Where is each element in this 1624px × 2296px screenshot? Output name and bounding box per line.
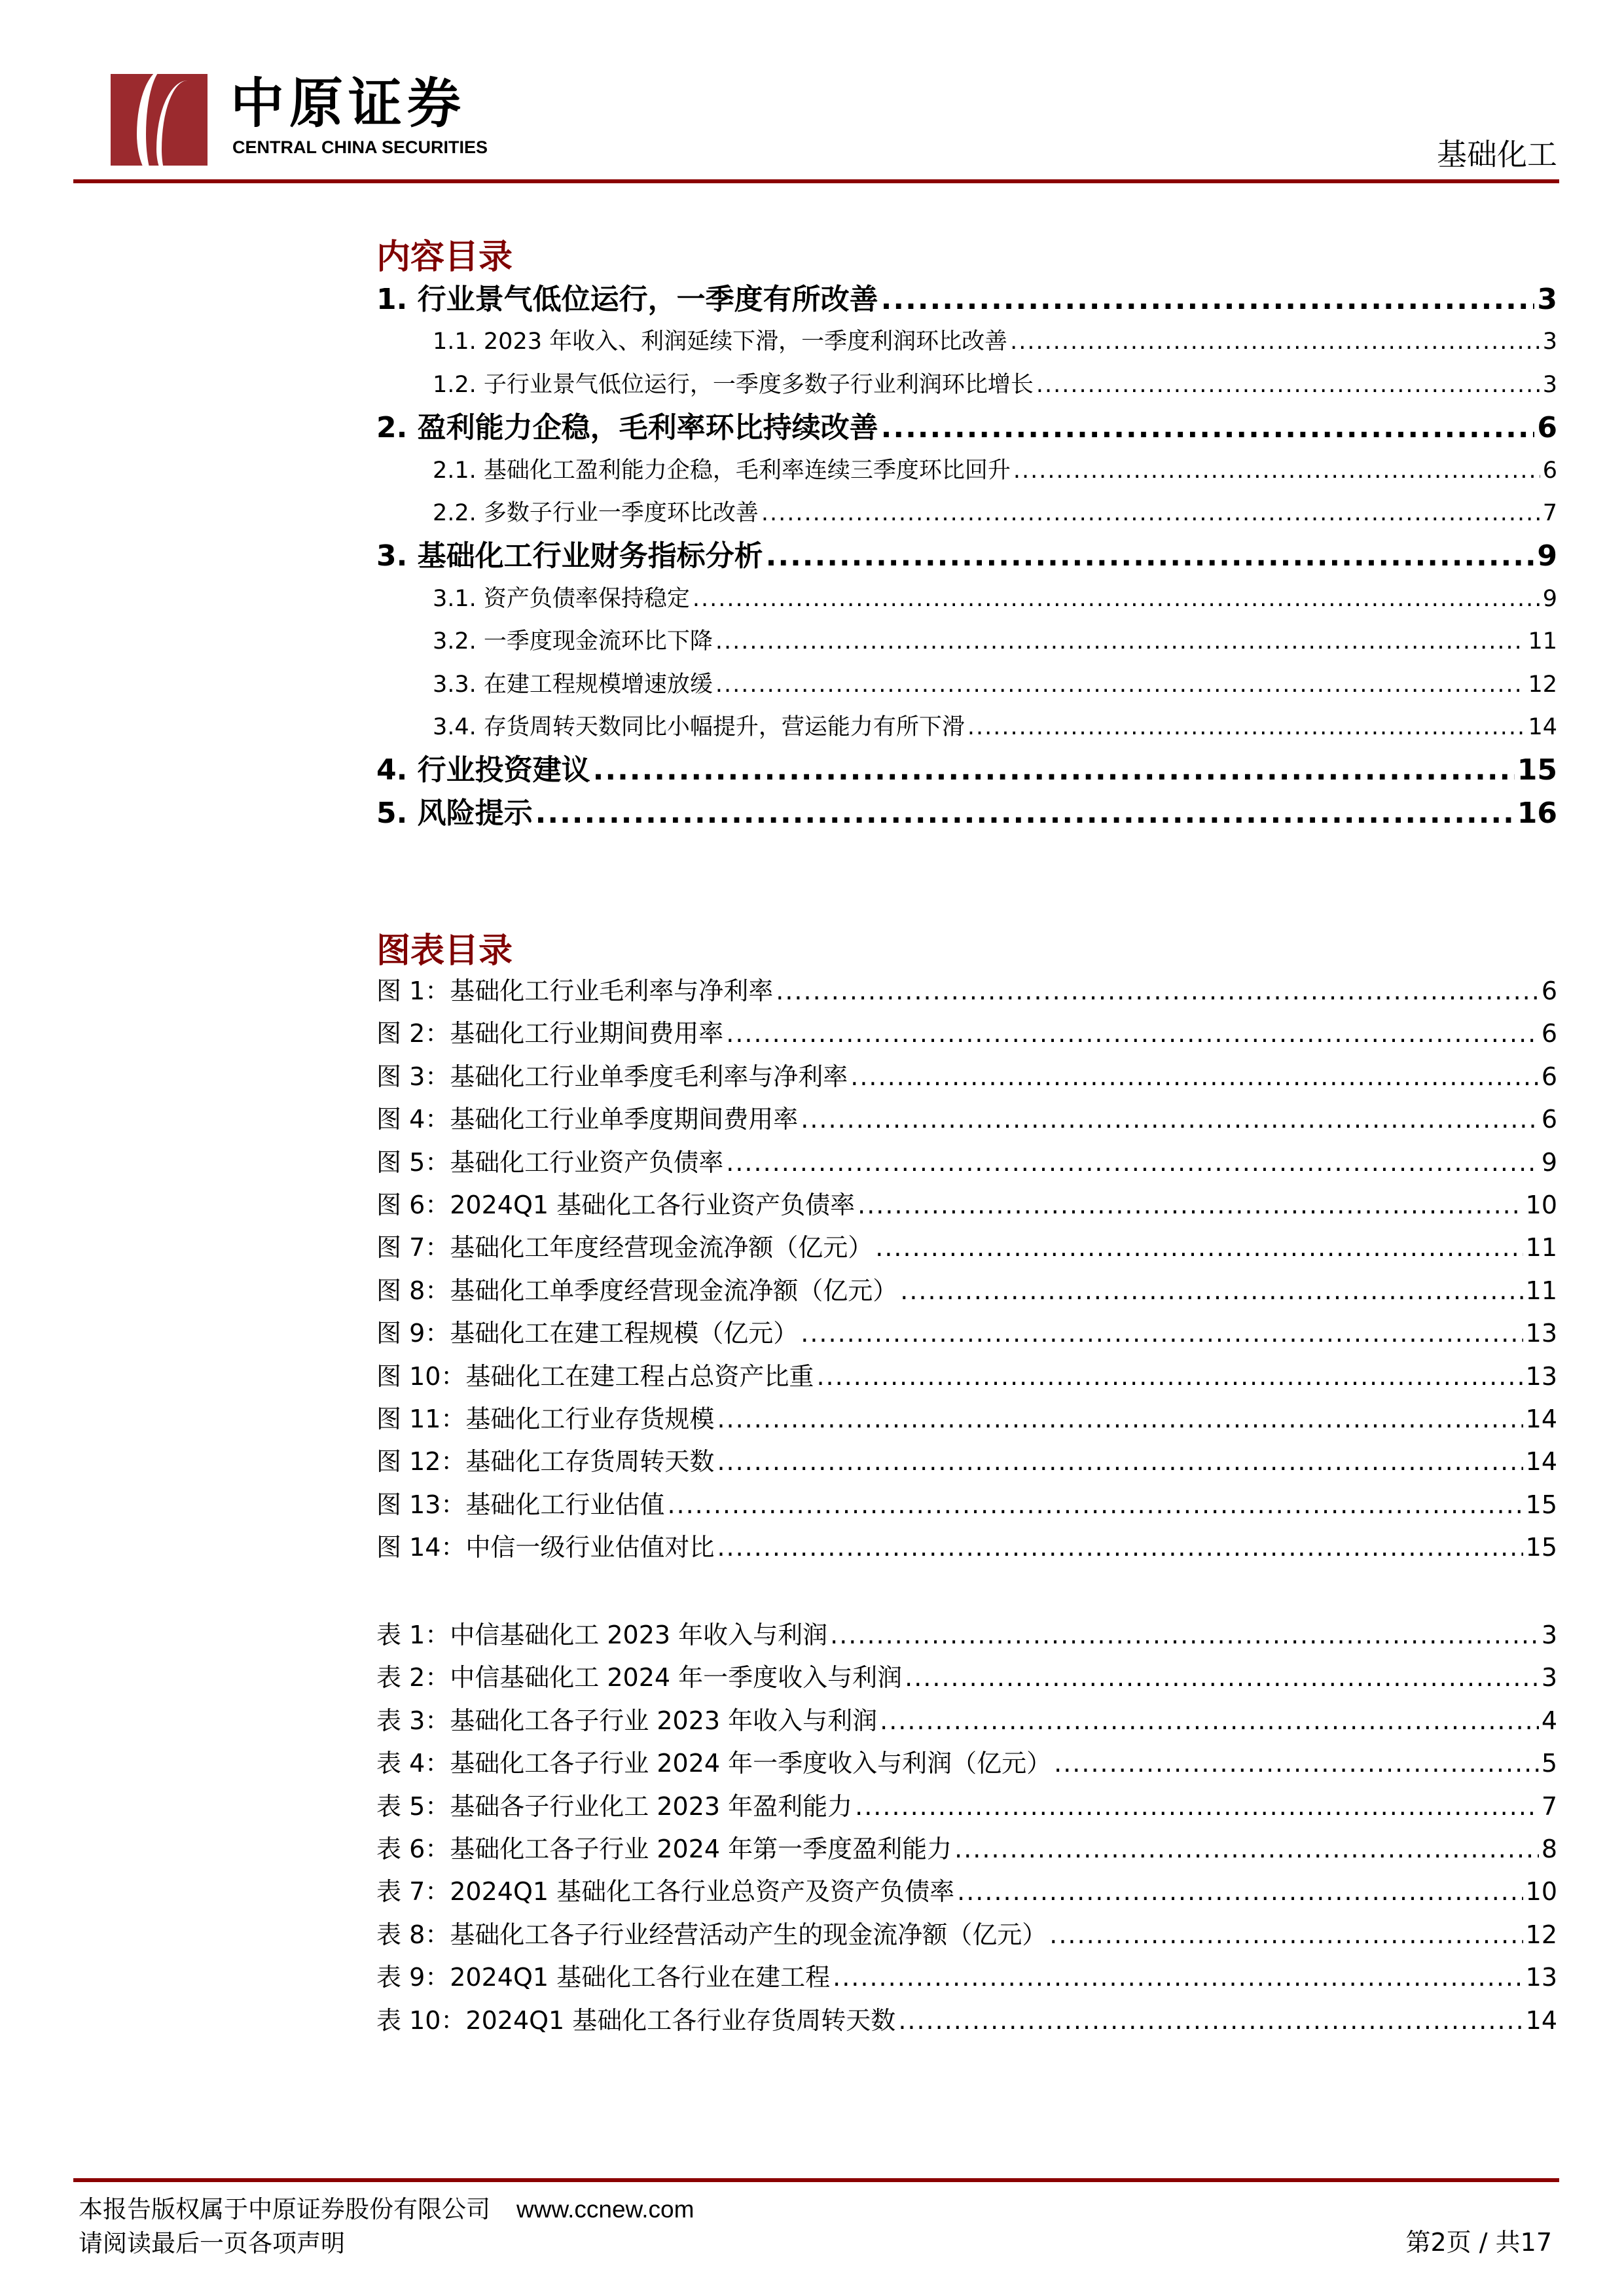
- dot-leader: [1010, 321, 1540, 363]
- dot-leader: [1049, 1914, 1523, 1956]
- toc-entry[interactable]: [376, 1914, 1557, 1956]
- entry-label: 图 5：基础化工行业资产负债率: [376, 1147, 724, 1177]
- entry-label: 2. 盈利能力企稳，毛利率环比持续改善: [376, 411, 878, 445]
- entry-label: 图 12：基础化工存货周转天数: [376, 1447, 715, 1477]
- dot-leader: [857, 1184, 1523, 1227]
- entry-label: 表 8：基础化工各子行业经营活动产生的现金流净额（亿元）: [376, 1920, 1047, 1949]
- entry-label: 表 6：基础化工各子行业 2024 年第一季度盈利能力: [376, 1834, 952, 1863]
- toc-entry[interactable]: [376, 1956, 1557, 1999]
- toc-entry[interactable]: [376, 1700, 1557, 1742]
- page-number: 第2页 / 共17: [1405, 2228, 1552, 2257]
- entry-label: 图 4：基础化工行业单季度期间费用率: [376, 1105, 799, 1134]
- toc-entry[interactable]: [376, 1227, 1557, 1269]
- entry-page: 6: [1541, 977, 1557, 1005]
- entry-page: 15: [1525, 1533, 1557, 1562]
- entry-label: 3.1. 资产负债率保持稳定: [433, 585, 690, 612]
- entry-page: 10: [1525, 1190, 1557, 1219]
- dot-leader: [1054, 1742, 1539, 1785]
- entry-page: 3: [1542, 329, 1557, 355]
- entry-label: 图 1：基础化工行业毛利率与净利率: [376, 977, 774, 1005]
- entry-page: 11: [1525, 1276, 1557, 1305]
- toc-entry[interactable]: [376, 792, 1557, 834]
- entry-label: 5. 风险提示: [376, 796, 533, 830]
- tables-list: [376, 1614, 1557, 2042]
- entry-page: 9: [1541, 1147, 1557, 1177]
- entry-page: 13: [1525, 1319, 1557, 1348]
- entry-label: 表 7：2024Q1 基础化工各行业总资产及资产负债率: [376, 1877, 955, 1907]
- toc-entry[interactable]: [376, 406, 1557, 449]
- toc-entry[interactable]: [376, 1785, 1557, 1828]
- entry-label: 1.2. 子行业景气低位运行，一季度多数子行业利润环比增长: [433, 371, 1034, 398]
- toc-entry[interactable]: [376, 492, 1557, 535]
- figures-title: 图表目录: [376, 931, 513, 971]
- entry-page: 9: [1542, 585, 1557, 612]
- entry-page: 3: [1541, 1663, 1557, 1693]
- dot-leader: [900, 1270, 1523, 1312]
- toc-entry[interactable]: [376, 1270, 1557, 1312]
- dot-leader: [801, 1312, 1523, 1355]
- entry-page: 9: [1537, 539, 1557, 573]
- dot-leader: [717, 1398, 1523, 1441]
- entry-label: 表 4：基础化工各子行业 2024 年一季度收入与利润（亿元）: [376, 1749, 1052, 1778]
- dot-leader: [1013, 450, 1540, 492]
- entry-page: 10: [1525, 1877, 1557, 1907]
- entry-page: 3: [1541, 1621, 1557, 1649]
- toc-entry[interactable]: [376, 749, 1557, 791]
- footer-disclaimer: 请阅读最后一页各项声明: [79, 2229, 345, 2257]
- toc-entry[interactable]: [376, 1355, 1557, 1398]
- dot-leader: [833, 1956, 1523, 1999]
- dot-leader: [726, 1013, 1539, 1055]
- entry-page: 15: [1525, 1490, 1557, 1519]
- header-divider: [73, 179, 1559, 183]
- entry-label: 3.4. 存货周转天数同比小幅提升，营运能力有所下滑: [433, 713, 965, 740]
- entry-label: 1. 行业景气低位运行，一季度有所改善: [376, 283, 878, 316]
- entry-page: 6: [1541, 1105, 1557, 1134]
- entry-label: 3.3. 在建工程规模增速放缓: [433, 671, 713, 698]
- dot-leader: [801, 1098, 1539, 1141]
- dot-leader: [693, 578, 1540, 620]
- website-link[interactable]: www.ccnew.com: [516, 2196, 695, 2223]
- dot-leader: [905, 1657, 1539, 1699]
- toc-entry[interactable]: [376, 578, 1557, 620]
- entry-page: 3: [1537, 283, 1557, 316]
- toc-entry[interactable]: [376, 706, 1557, 749]
- entry-label: 表 9：2024Q1 基础化工各行业在建工程: [376, 1963, 831, 1992]
- dot-leader: [715, 620, 1526, 663]
- entry-page: 3: [1542, 371, 1557, 398]
- brand-name-cn: 中原证券: [230, 73, 467, 135]
- copyright-text: 本报告版权属于中原证券股份有限公司: [79, 2195, 490, 2223]
- entry-label: 图 10：基础化工在建工程占总资产比重: [376, 1361, 814, 1391]
- entry-label: 3. 基础化工行业财务指标分析: [376, 539, 763, 573]
- dot-leader: [855, 1785, 1539, 1828]
- toc-entry[interactable]: [376, 664, 1557, 706]
- entry-page: 11: [1528, 628, 1557, 655]
- toc-entry[interactable]: [376, 1614, 1557, 1657]
- entry-page: 15: [1517, 753, 1557, 787]
- dot-leader: [766, 535, 1535, 577]
- figures-list: [376, 970, 1557, 1569]
- toc-entry[interactable]: [376, 1098, 1557, 1141]
- entry-label: 图 2：基础化工行业期间费用率: [376, 1019, 724, 1049]
- entry-page: 14: [1525, 1447, 1557, 1477]
- toc-entry[interactable]: [376, 1484, 1557, 1526]
- entry-label: 图 13：基础化工行业估值: [376, 1490, 665, 1519]
- dot-leader: [535, 792, 1515, 834]
- dot-leader: [667, 1484, 1523, 1526]
- entry-label: 图 9：基础化工在建工程规模（亿元）: [376, 1319, 799, 1348]
- dot-leader: [954, 1828, 1539, 1871]
- entry-page: 12: [1528, 671, 1557, 698]
- entry-page: 4: [1541, 1706, 1557, 1735]
- toc-entry[interactable]: [376, 1441, 1557, 1483]
- dot-leader: [761, 492, 1540, 535]
- dot-leader: [726, 1141, 1539, 1184]
- entry-page: 12: [1525, 1920, 1557, 1949]
- toc-entry[interactable]: [376, 1312, 1557, 1355]
- toc-entry[interactable]: [376, 1398, 1557, 1441]
- dot-leader: [715, 664, 1526, 706]
- toc-entry[interactable]: [376, 1184, 1557, 1227]
- section-title: 基础化工: [1437, 137, 1557, 172]
- entry-label: 图 14：中信一级行业估值对比: [376, 1533, 715, 1562]
- dot-leader: [880, 1700, 1539, 1742]
- toc-entry[interactable]: [376, 321, 1557, 363]
- toc-entry[interactable]: [376, 970, 1557, 1013]
- entry-label: 2.2. 多数子行业一季度环比改善: [433, 499, 759, 526]
- entry-page: 13: [1525, 1361, 1557, 1391]
- dot-leader: [957, 1871, 1523, 1913]
- brand-name-en: CENTRAL CHINA SECURITIES: [232, 137, 488, 157]
- entry-page: 6: [1541, 1019, 1557, 1049]
- toc-entry[interactable]: [376, 535, 1557, 577]
- dot-leader: [816, 1355, 1523, 1398]
- toc-entry[interactable]: [376, 1742, 1557, 1785]
- entry-label: 表 10：2024Q1 基础化工各行业存货周转天数: [376, 2005, 896, 2035]
- entry-page: 8: [1541, 1834, 1557, 1863]
- toc-entry[interactable]: [376, 1526, 1557, 1569]
- entry-label: 2.1. 基础化工盈利能力企稳，毛利率连续三季度环比回升: [433, 457, 1011, 484]
- dot-leader: [898, 2000, 1523, 2042]
- entry-page: 14: [1525, 2005, 1557, 2035]
- dot-leader: [776, 970, 1539, 1013]
- entry-label: 图 11：基础化工行业存货规模: [376, 1404, 715, 1433]
- entry-page: 11: [1525, 1233, 1557, 1263]
- entry-page: 6: [1537, 411, 1557, 445]
- toc-entry[interactable]: [376, 450, 1557, 492]
- toc-entry[interactable]: [376, 1657, 1557, 1699]
- entry-label: 4. 行业投资建议: [376, 753, 590, 787]
- company-logo: [111, 74, 208, 166]
- entry-label: 图 6：2024Q1 基础化工各行业资产负债率: [376, 1190, 856, 1219]
- entry-page: 16: [1517, 796, 1557, 830]
- dot-leader: [875, 1227, 1523, 1269]
- entry-page: 7: [1542, 499, 1557, 526]
- entry-label: 表 1：中信基础化工 2023 年收入与利润: [376, 1621, 828, 1649]
- toc-list: [376, 278, 1557, 834]
- toc-entry[interactable]: [376, 1013, 1557, 1055]
- entry-label: 表 5：基础各子行业化工 2023 年盈利能力: [376, 1791, 853, 1821]
- toc-entry[interactable]: [376, 364, 1557, 406]
- entry-label: 图 7：基础化工年度经营现金流净额（亿元）: [376, 1233, 873, 1263]
- dot-leader: [881, 278, 1535, 321]
- footer-divider: [73, 2178, 1559, 2182]
- entry-label: 1.1. 2023 年收入、利润延续下滑，一季度利润环比改善: [433, 329, 1008, 355]
- dot-leader: [1036, 364, 1540, 406]
- entry-page: 6: [1541, 1062, 1557, 1091]
- dot-leader: [881, 406, 1535, 449]
- entry-label: 3.2. 一季度现金流环比下降: [433, 628, 713, 655]
- toc-title: 内容目录: [376, 237, 513, 277]
- entry-page: 14: [1525, 1404, 1557, 1433]
- toc-entry[interactable]: [376, 2000, 1557, 2042]
- entry-page: 13: [1525, 1963, 1557, 1992]
- dot-leader: [717, 1441, 1523, 1483]
- entry-page: 6: [1542, 457, 1557, 484]
- toc-entry[interactable]: [376, 1141, 1557, 1184]
- toc-entry[interactable]: [376, 1056, 1557, 1098]
- footer-copyright: [79, 2189, 694, 2225]
- toc-entry[interactable]: [376, 278, 1557, 321]
- toc-entry[interactable]: [376, 1871, 1557, 1913]
- dot-leader: [967, 706, 1526, 749]
- entry-page: 14: [1528, 713, 1557, 740]
- toc-entry[interactable]: [376, 1828, 1557, 1871]
- entry-page: 5: [1541, 1749, 1557, 1778]
- dot-leader: [717, 1526, 1523, 1569]
- entry-label: 图 3：基础化工行业单季度毛利率与净利率: [376, 1062, 848, 1091]
- dot-leader: [850, 1056, 1539, 1098]
- toc-entry[interactable]: [376, 620, 1557, 663]
- entry-label: 表 3：基础化工各子行业 2023 年收入与利润: [376, 1706, 878, 1735]
- entry-page: 7: [1541, 1791, 1557, 1821]
- dot-leader: [830, 1614, 1539, 1657]
- dot-leader: [593, 749, 1515, 791]
- entry-label: 图 8：基础化工单季度经营现金流净额（亿元）: [376, 1276, 898, 1305]
- entry-label: 表 2：中信基础化工 2024 年一季度收入与利润: [376, 1663, 903, 1693]
